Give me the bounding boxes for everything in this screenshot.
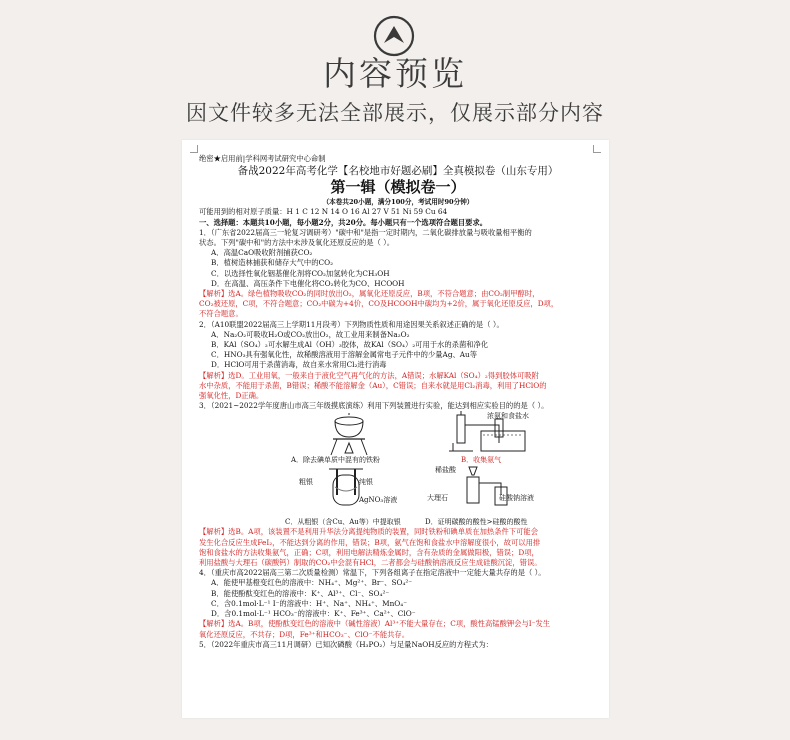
fig-a-caption: A．除去碘单质中混有的铁粉 <box>291 456 381 465</box>
q2-stem: 2．（A10联盟2022届高三上学期11月段考）下列物质性质和用途因果关系叙述正确的是（ ）。 <box>199 319 504 329</box>
fig-b-label: 浓氨和食盐水 <box>487 412 529 421</box>
fig-c-caption: C．从粗银（含Cu、Au等）中提取银 <box>285 518 401 527</box>
q1-stem: 1．（广东省2022届高三一轮复习调研考）"碳中和"是指一定时期内，二氧化碳排放量与吸收量相平衡的 <box>199 227 532 237</box>
sublimation-apparatus-figure <box>319 413 379 457</box>
q4-option-c: C．含0.1mol·L⁻¹ I⁻的溶液中：H⁺、Na⁺、NH₄⁺、MnO₄⁻ <box>211 598 408 608</box>
fig-b-caption: B．收集氨气 <box>461 456 502 465</box>
page-corner-mark <box>593 145 601 153</box>
page-corner-mark <box>190 145 198 153</box>
q2-answer-3: 强氧化性，D正确。 <box>199 391 264 401</box>
exam-note: （本卷共20小题，满分100分，考试用时90分钟） <box>322 198 474 207</box>
q4-answer: 【解析】选A。B项，使酚酞变红色的溶液中（碱性溶液）Al³⁺不能大量存在；C项，酸性高锰酸钾会与I⁻发生 <box>199 619 551 629</box>
q5-stem: 5．（2022年重庆市高三11月调研）已知次磷酸（H₃PO₂）与足量NaOH反应的方程式为： <box>199 639 493 649</box>
section-heading: 一、选择题：本题共10小题，每小题2分，共20分。每小题只有一个选项符合题目要求。 <box>199 217 488 227</box>
page-title: 内容预览 <box>323 54 467 93</box>
q3-figure-row-2 <box>199 465 597 517</box>
q3-answer-3: 饱和食盐水的方法收集氨气，正确；C项，利用电解法精炼金属时，含有杂质的金属做阳极，错误；D项， <box>199 547 539 557</box>
header-note: 绝密★启用前|学科网考试研究中心命制 <box>199 154 326 163</box>
q3-answer: 【解析】选B。A项，该装置不是利用升华法分离提纯物质的装置，同时铁粉和碘单质在加热条件下可能会 <box>199 527 538 537</box>
q2-option-d: D．HClO可用于杀菌消毒，故自来水常用Cl₂进行消毒 <box>211 360 387 370</box>
q2-answer: 【解析】选D。工业用氧，一般来自于液化空气再气化的方法，A错误；水解KAl（SO₄）₂得到胶体可吸附 <box>199 370 539 380</box>
q1-option-b: B．植树造林捕获和储存大气中的CO₂ <box>211 258 334 268</box>
q2-option-a: A．Na₂O₂可吸收H₂O或CO₂放出O₂，故工业用来制备Na₂O₂ <box>211 329 410 339</box>
atomic-mass: 可能用到的相对原子质量：H 1 C 12 N 14 O 16 Al 27 V 51 Ni 59 Cu 64 <box>199 207 448 217</box>
document-body <box>199 154 597 650</box>
q2-option-b: B．KAl（SO₄）₂可水解生成Al（OH）₃胶体，故KAl（SO₄）₂可用于水的杀菌和净化 <box>211 340 489 350</box>
fig-c-label-3: AgNO₃溶液 <box>359 496 398 505</box>
doc-sub-title: 第一辑（模拟卷一） <box>330 178 466 197</box>
fig-c-label-1: 粗银 <box>299 478 313 487</box>
q1-option-a: A．高温CaO吸收附剂捕获CO₂ <box>211 248 313 258</box>
q3-answer-4: 利用盐酸与大理石（碳酸钙）制取的CO₂中会混有HCl，二者都会与硅酸钠溶液反应生成硅酸沉淀，错误。 <box>199 558 542 568</box>
q4-stem: 4．（重庆市高2022届高三第二次质量检测）常温下，下列各组离子在指定溶液中一定能大量共存的是（ ）。 <box>199 568 546 578</box>
q1-answer-3: 不符合题意。 <box>199 309 243 319</box>
q1-answer: 【解析】选A。绿色植物吸收CO₂的同时放出O₂，属氧化还原反应，B项，不符合题意；由CO₂制甲醇时， <box>199 289 540 299</box>
fig-c-label-2: 纯银 <box>359 478 373 487</box>
q1-option-d: D．在高温、高压条件下电催化将CO₂转化为CO、HCOOH <box>211 278 405 288</box>
q3-caption-row <box>199 517 597 527</box>
fig-d-caption: D．证明碳酸的酸性>硅酸的酸性 <box>425 518 528 527</box>
q1-option-c: C．以选择性氧化铟基催化剂将CO₂加氢转化为CH₃OH <box>211 268 390 278</box>
q3-stem: 3．（2021~2022学年度唐山市高三年级摸底演练）利用下列装置进行实验，能达到相应实验目的的是（ ）。 <box>199 401 549 411</box>
q4-option-a: A．能使甲基橙变红色的溶液中：NH₄⁺、Mg²⁺、Br⁻、SO₄²⁻ <box>211 578 413 588</box>
q4-option-d: D．含0.1mol·L⁻¹ HCO₃⁻的溶液中：K⁺、Fe³⁺、Ca²⁺、ClO⁻ <box>211 609 416 619</box>
q1-stem-2: 状态。下列"碳中和"的方法中未涉及氧化还原反应的是（ ）。 <box>199 238 395 248</box>
page-subtitle: 因文件较多无法全部展示，仅展示部分内容 <box>186 101 604 125</box>
document-preview[interactable] <box>182 140 609 718</box>
q2-answer-2: 水中杂质，不能用于杀菌，B错误；稀酸不能溶解金（Au），C错误；自来水就是用Cl₂消毒，利用了HClO的 <box>199 380 547 390</box>
q4-answer-2: 氧化还原反应，不共存；D项，Fe³⁺和HCO₃⁻、ClO⁻不能共存。 <box>199 629 410 639</box>
fig-d-label-1: 稀盐酸 <box>435 466 456 475</box>
fig-d-label-3: 硅酸钠溶液 <box>499 494 534 503</box>
acid-strength-figure <box>457 465 527 511</box>
q3-figure-row-1 <box>199 411 597 465</box>
q3-answer-2: 发生化合反应生成FeI₂，不能达到分离的作用，错误；B项，氨气在饱和食盐水中溶解度很小，故可以用排 <box>199 537 541 547</box>
q4-option-b: B．能使酚酞变红色的溶液中：K⁺、Al³⁺、Cl⁻、SO₄²⁻ <box>211 588 390 598</box>
doc-main-title: 备战2022年高考化学【名校地市好题必刷】全真模拟卷（山东专用） <box>237 165 559 178</box>
q2-option-c: C．HNO₃具有强氧化性，故稀酸溶液用于溶解金属常电子元件中的少量Ag、Au等 <box>211 350 478 360</box>
fig-d-label-2: 大理石 <box>427 494 448 503</box>
q1-answer-2: CO₂被还原，C项，不符合题意；CO₂中碳为+4价，CO及HCOOH中碳均为+2价，属于氧化还原反应，D项， <box>199 299 559 309</box>
